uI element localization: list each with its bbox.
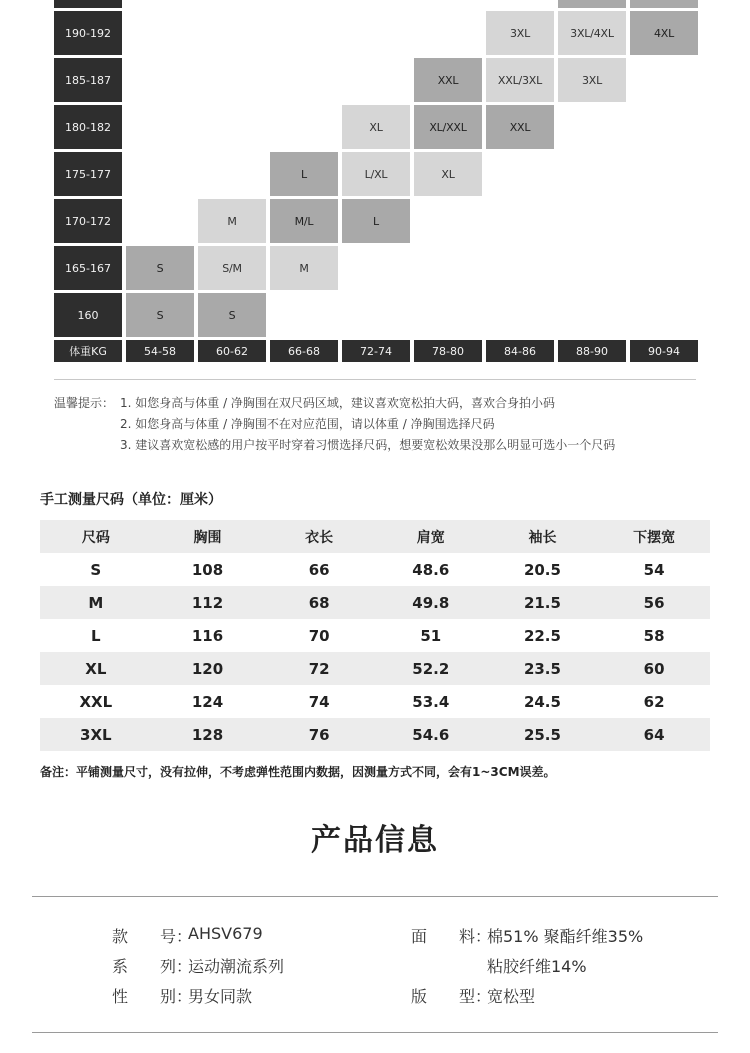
table-cell: 21.5 bbox=[523, 593, 561, 612]
weight-label: 84-86 bbox=[486, 340, 554, 362]
table-cell: 54 bbox=[643, 560, 665, 579]
size-cell: XL/XXL bbox=[414, 105, 482, 149]
size-cell: 3XL/4XL bbox=[558, 11, 626, 55]
table-cell: 下摆宽 bbox=[633, 529, 676, 546]
table-cell: 尺码 bbox=[81, 529, 110, 546]
table-cell: 60 bbox=[643, 659, 665, 678]
size-cell-cropped bbox=[630, 0, 698, 8]
table-cell: 51 bbox=[420, 626, 442, 645]
table-row bbox=[40, 685, 710, 718]
table-cell: 3XL bbox=[80, 725, 112, 744]
info-field-gender: 性 别 ： 男女同款 bbox=[112, 987, 253, 1006]
info-field-style-no: 款 号 ： AHSV679 bbox=[112, 924, 263, 946]
table-cell: 24.5 bbox=[523, 692, 561, 711]
table-cell: 124 bbox=[191, 692, 224, 711]
size-cell: S bbox=[126, 293, 194, 337]
product-info-title: 产品信息 bbox=[311, 823, 439, 858]
tip-line: 1. 如您身高与体重 / 净胸围在双尺码区域，建议喜欢宽松拍大码，喜欢合身拍小码 bbox=[120, 396, 555, 410]
size-cell: XXL bbox=[414, 58, 482, 102]
table-cell: 衣长 bbox=[305, 529, 334, 546]
table-cell: 72 bbox=[308, 659, 330, 678]
measure-table-title: 手工测量尺码（单位：厘米） bbox=[40, 492, 222, 508]
size-cell-cropped bbox=[558, 0, 626, 8]
height-label: 170-172 bbox=[54, 199, 122, 243]
size-cell: M bbox=[198, 199, 266, 243]
info-field-fit: 版 型 ： 宽松型 bbox=[411, 987, 536, 1006]
size-tips bbox=[54, 393, 615, 456]
weight-label: 66-68 bbox=[270, 340, 338, 362]
size-cell: 3XL bbox=[558, 58, 626, 102]
table-row bbox=[40, 619, 710, 652]
table-cell: 120 bbox=[191, 659, 224, 678]
info-divider-top bbox=[32, 896, 718, 897]
table-cell: S bbox=[90, 560, 102, 579]
table-cell: 肩宽 bbox=[416, 529, 445, 546]
table-cell: M bbox=[88, 593, 104, 612]
height-label-cropped bbox=[54, 0, 122, 8]
info-divider-bottom bbox=[32, 1032, 718, 1033]
table-header-row bbox=[40, 520, 710, 553]
tip-line: 2. 如您身高与体重 / 净胸围不在对应范围，请以体重 / 净胸围选择尺码 bbox=[120, 417, 495, 431]
table-cell: 49.8 bbox=[412, 593, 450, 612]
table-cell: 20.5 bbox=[523, 560, 561, 579]
grid-divider bbox=[54, 379, 696, 380]
size-cell: XL bbox=[342, 105, 410, 149]
table-cell: L bbox=[91, 626, 101, 645]
weight-label: 88-90 bbox=[558, 340, 626, 362]
weight-label: 54-58 bbox=[126, 340, 194, 362]
height-label: 160 bbox=[54, 293, 122, 337]
table-cell: 58 bbox=[643, 626, 665, 645]
table-cell: 112 bbox=[191, 593, 224, 612]
info-field-fabric: 面 料 ： 棉51% 聚酯纤维35% bbox=[411, 927, 644, 946]
table-cell: 62 bbox=[643, 692, 665, 711]
tips-label: 温馨提示： bbox=[54, 396, 115, 410]
table-cell: 76 bbox=[308, 725, 330, 744]
height-label: 175-177 bbox=[54, 152, 122, 196]
table-cell: 53.4 bbox=[412, 692, 450, 711]
table-cell: XL bbox=[85, 659, 107, 678]
weight-label: 78-80 bbox=[414, 340, 482, 362]
size-cell: L bbox=[270, 152, 338, 196]
height-label: 165-167 bbox=[54, 246, 122, 290]
table-cell: 128 bbox=[191, 725, 224, 744]
table-cell: 胸围 bbox=[193, 529, 222, 546]
weight-label: 72-74 bbox=[342, 340, 410, 362]
height-label: 185-187 bbox=[54, 58, 122, 102]
height-label: 190-192 bbox=[54, 11, 122, 55]
size-cell: S bbox=[126, 246, 194, 290]
tip-line: 3. 建议喜欢宽松感的用户按平时穿着习惯选择尺码，想要宽松效果没那么明显可选小一个尺码 bbox=[120, 438, 616, 452]
table-cell: 116 bbox=[191, 626, 224, 645]
table-cell: 25.5 bbox=[523, 725, 561, 744]
weight-header: 体重KG bbox=[54, 340, 122, 362]
table-cell: 64 bbox=[643, 725, 665, 744]
measure-note: 备注：平铺测量尺寸，没有拉伸，不考虑弹性范围内数据，因测量方式不同，会有1~3CM误差。 bbox=[40, 765, 556, 779]
size-recommendation-grid bbox=[0, 0, 750, 380]
table-cell: 54.6 bbox=[412, 725, 450, 744]
table-cell: 70 bbox=[308, 626, 330, 645]
table-cell: 袖长 bbox=[528, 529, 557, 546]
height-label: 180-182 bbox=[54, 105, 122, 149]
weight-label: 90-94 bbox=[630, 340, 698, 362]
size-cell: XXL bbox=[486, 105, 554, 149]
table-row bbox=[40, 553, 710, 586]
table-cell: 66 bbox=[308, 560, 330, 579]
info-field-series: 系 列 ： 运动潮流系列 bbox=[112, 957, 285, 976]
table-cell: 56 bbox=[643, 593, 665, 612]
size-cell: L/XL bbox=[342, 152, 410, 196]
table-row bbox=[40, 586, 710, 619]
size-cell: XL bbox=[414, 152, 482, 196]
table-cell: 68 bbox=[308, 593, 330, 612]
size-cell: L bbox=[342, 199, 410, 243]
table-row bbox=[40, 652, 710, 685]
table-cell: 48.6 bbox=[412, 560, 450, 579]
table-cell: 23.5 bbox=[523, 659, 561, 678]
table-cell: 22.5 bbox=[523, 626, 561, 645]
table-cell: XXL bbox=[79, 692, 113, 711]
table-cell: 74 bbox=[308, 692, 330, 711]
size-cell: S/M bbox=[198, 246, 266, 290]
table-cell: 52.2 bbox=[412, 659, 450, 678]
size-cell: 4XL bbox=[630, 11, 698, 55]
size-cell: M bbox=[270, 246, 338, 290]
table-row bbox=[40, 718, 710, 751]
weight-label: 60-62 bbox=[198, 340, 266, 362]
measure-table bbox=[40, 520, 710, 751]
size-cell: XXL/3XL bbox=[486, 58, 554, 102]
info-field-fabric-cont: 粘胶纤维14% bbox=[487, 957, 587, 976]
table-cell: 108 bbox=[191, 560, 224, 579]
size-cell: M/L bbox=[270, 199, 338, 243]
size-cell: S bbox=[198, 293, 266, 337]
size-cell: 3XL bbox=[486, 11, 554, 55]
